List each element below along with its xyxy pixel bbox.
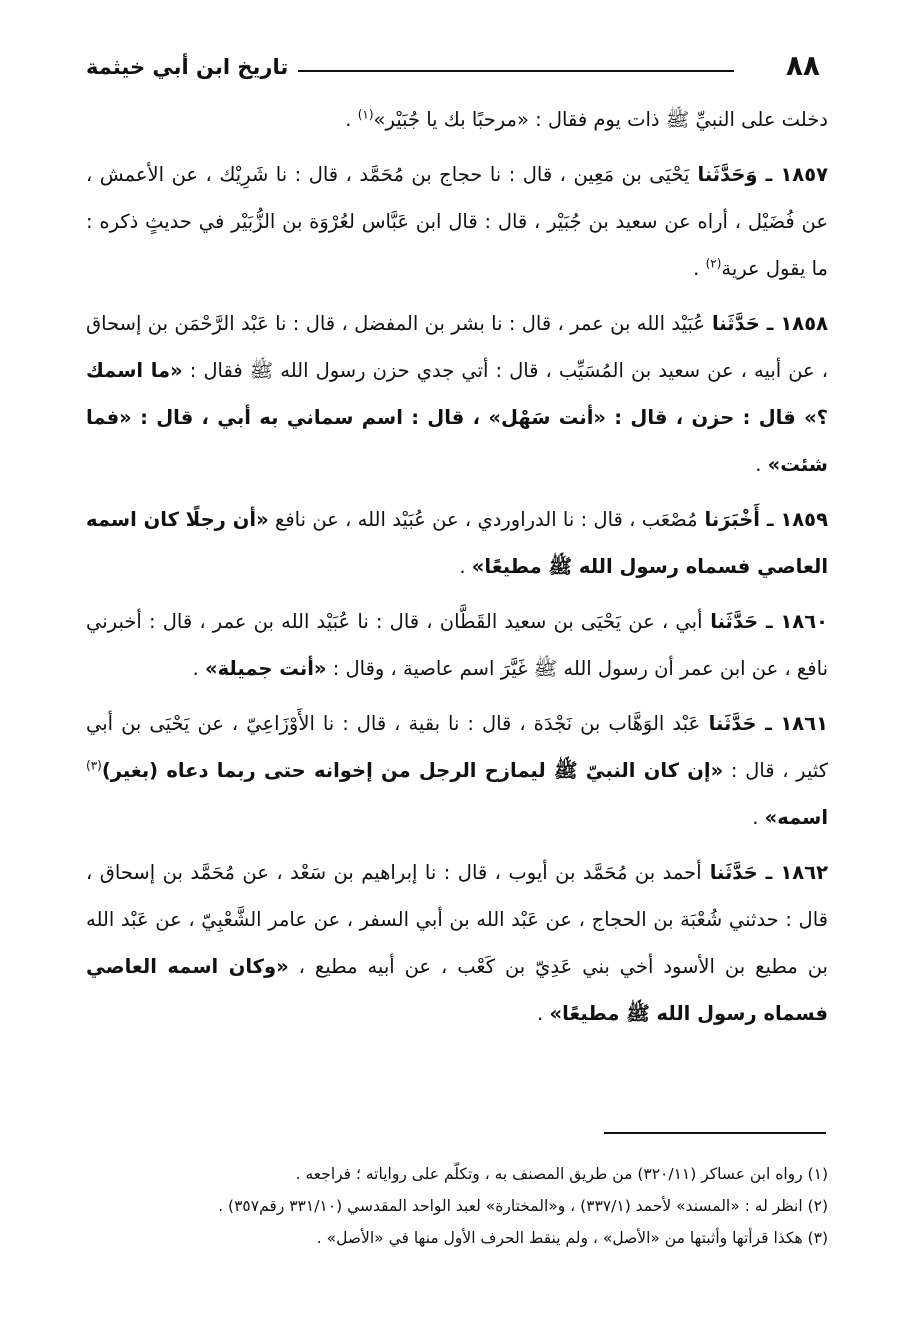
- hadith-1859: [86, 496, 828, 590]
- hadith-text: يَحْيَى بن مَعِين ، قال : نا حجاج بن مُحَمَّد ، قال : نا شَرِيْك ، عن الأعمش ، عن فُضَيْل ، أراه عن سعيد بن جُبَيْر ، قال : قال ابن عَبَّاس لعُرْوَة بن الزُّبَيْر في حديثٍ ذكره : ما يقول عرية: [86, 163, 828, 280]
- running-header: [86, 48, 826, 88]
- hadith-number: ١٨٥٩: [780, 508, 828, 531]
- footnote-ref-2: (٢): [705, 256, 722, 271]
- hadith-text: عَبْد الوَهَّاب بن نَجْدَة ، قال : نا بقية ، قال : نا الأَوْزَاعِيّ ، عن يَحْيَى بن أبي كثير ، قال :: [86, 712, 828, 782]
- hadith-text: أحمد بن مُحَمَّد بن أيوب ، قال : نا إبراهيم بن سَعْد ، عن مُحَمَّد بن إسحاق ، قال : حدثني شُعْبَة بن الحجاج ، عن عَبْد الله بن أبي السفر ، عن عامر الشَّعْبِيّ ، عن عَبْد الله بن مطيع بن الأسود أخي بني عَدِيّ بن كَعْب ، عن أبيه مطيع ،: [86, 861, 828, 978]
- hadith-quote: «أنت جميلة»: [204, 657, 327, 680]
- hadith-number: ١٨٥٧: [780, 163, 828, 186]
- hadith-quote: «إن كان النبيّ ﷺ ليمازح الرجل من إخوانه حتى ربما دعاه (بغير): [101, 759, 724, 782]
- hadith-1858: [86, 300, 828, 488]
- narration-formula: ـ حَدَّثَنا: [701, 861, 781, 884]
- paragraph-tail: .: [537, 1002, 550, 1025]
- paragraph-tail: .: [192, 657, 205, 680]
- hadith-text: عُبَيْد الله بن عمر ، قال : نا بشر بن المفضل ، قال : نا عَبْد الرَّحْمَن بن إسحاق ، عن أبيه ، عن سعيد بن المُسَيِّب ، قال : أتي جدي حزن رسول الله ﷺ فقال :: [86, 312, 829, 382]
- footnotes: [86, 1158, 828, 1254]
- hadith-1861: [86, 700, 828, 841]
- paragraph-tail: .: [345, 108, 358, 131]
- footnote-ref-3: (٣): [86, 758, 102, 773]
- header-rule: [298, 70, 734, 72]
- paragraph-tail: .: [459, 555, 472, 578]
- paragraph-tail: .: [693, 257, 706, 280]
- page-number: ٨٨: [785, 49, 820, 82]
- hadith-quote: «أن رجلًا كان اسمه العاصي فسماه رسول الله ﷺ مطيعًا»: [86, 508, 828, 578]
- footnote-1: (١) رواه ابن عساكر (٣٢٠/١١) من طريق المصنف به ، وتكلّم على رواياته ؛ فراجعه .: [295, 1165, 828, 1183]
- footnote-separator: [604, 1132, 826, 1134]
- hadith-1862: [86, 849, 828, 1037]
- hadith-quote-end: اسمه»: [764, 806, 828, 829]
- footnote-3: (٣) هكذا قرأتها وأثبتها من «الأصل» ، ولم ينقط الحرف الأول منها في «الأصل» .: [316, 1229, 828, 1247]
- paragraph-tail: .: [752, 806, 765, 829]
- hadith-text: مُصْعَب ، قال : نا الدراوردي ، عن عُبَيْد الله ، عن نافع: [268, 508, 698, 531]
- hadith-1860: [86, 598, 828, 692]
- narration-formula: ـ حَدَّثَنا: [700, 712, 781, 735]
- paragraph-text: دخلت على النبيِّ ﷺ ذات يوم فقال : «مرحبًا بك يا جُبَيْر»: [373, 108, 828, 131]
- hadith-number: ١٨٦١: [780, 712, 829, 735]
- book-title: تاريخ ابن أبي خيثمة: [86, 55, 289, 79]
- main-text: [86, 96, 828, 1045]
- footnote-ref-1: (١): [357, 107, 374, 122]
- narration-formula: ـ أَخْبَرَنا: [697, 508, 781, 531]
- narration-formula: ـ وَحَدَّثَنا: [689, 163, 781, 186]
- hadith-number: ١٨٦٠: [780, 610, 828, 633]
- hadith-number: ١٨٥٨: [780, 312, 828, 335]
- footnote-2: (٢) انظر له : «المسند» لأحمد (٣٣٧/١) ، و«المختارة» لعبد الواحد المقدسي (٣٣١/١٠ رقم٣٥٧) .: [218, 1197, 828, 1215]
- hadith-quote: «وكان اسمه العاصي فسماه رسول الله ﷺ مطيعًا»: [86, 955, 828, 1025]
- hadith-1857: [86, 151, 828, 292]
- paragraph-continuation: [86, 96, 828, 143]
- paragraph-tail: .: [755, 453, 768, 476]
- narration-formula: ـ حَدَّثَنا: [702, 610, 781, 633]
- hadith-text: أبي ، عن يَحْيَى بن سعيد القَطَّان ، قال : نا عُبَيْد الله بن عمر ، قال : أخبرني نافع ، عن ابن عمر أن رسول الله ﷺ غَيَّرَ اسم عاصية ، وقال :: [86, 610, 828, 680]
- hadith-number: ١٨٦٢: [780, 861, 829, 884]
- narration-formula: ـ حَدَّثَنا: [705, 312, 781, 335]
- hadith-quote: «ما اسمك ؟» قال : حزن ، قال : «أنت سَهْل» ، قال : اسم سماني به أبي ، قال : «فما شئت»: [86, 359, 828, 476]
